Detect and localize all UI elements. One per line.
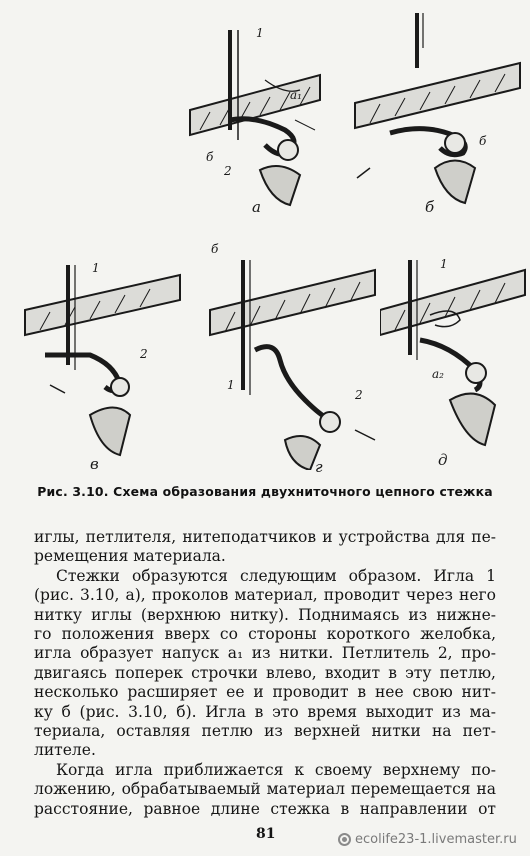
text-line: лителе. (34, 741, 96, 760)
text-line: ку б (рис. 3.10, б). Игла в это время выходит из ма- (34, 702, 496, 721)
page-number: 81 (256, 826, 276, 842)
callout-thread-b2: б (479, 134, 487, 148)
watermark-logo-icon (338, 833, 351, 846)
text-line: Когда игла приближается к своему верхнему по- (56, 760, 496, 779)
body-text (34, 528, 496, 819)
text-line: игла образует напуск а₁ из нитки. Петлитель 2, про- (34, 644, 496, 663)
panel-a-label: а (252, 198, 261, 216)
callout-thread-b: б (206, 150, 214, 164)
watermark (338, 832, 517, 847)
panel-g-label: г (315, 458, 323, 476)
text-line: несколько расширяет ее и проводит в нее свою нит- (34, 683, 496, 702)
text-line: иглы, петлителя, нитеподатчиков и устройства для пе- (34, 528, 496, 546)
callout-g-thread-b: б (211, 242, 219, 256)
panel-b-diagram (345, 8, 525, 216)
callout-v-looper-2: 2 (140, 347, 148, 361)
text-line: (рис. 3.10, а), проколов материал, проводит через него (34, 586, 496, 605)
panel-d-label: д (438, 451, 448, 469)
text-line: ремещения материала. (34, 547, 226, 566)
panel-d-diagram (380, 255, 528, 470)
figure-caption: Рис. 3.10. Схема образования двухниточного цепного стежка (37, 484, 493, 499)
callout-v-needle-1: 1 (92, 261, 100, 275)
panel-g-diagram (205, 240, 380, 476)
text-line: ложению, обрабатываемый материал перемещается на (34, 780, 496, 799)
text-line: териала, оставляя петлю из верхней нитки на пет- (34, 722, 496, 741)
panel-v-label: в (90, 455, 99, 473)
text-line: го положения вверх со стороны короткого желобка, (34, 625, 496, 644)
callout-a2: а₂ (432, 367, 444, 381)
callout-needle-1: 1 (256, 26, 264, 40)
callout-d-needle-1: 1 (440, 257, 448, 271)
text-line: двигаясь поперек строчки влево, входит в эту петлю, (34, 663, 496, 682)
watermark-text: ecolife23-1.livemaster.ru (355, 832, 517, 847)
text-line: Стежки образуются следующим образом. Игла 1 (56, 566, 496, 585)
callout-looper-2: 2 (224, 164, 232, 178)
text-line: нитку иглы (верхнюю нитку). Поднимаясь из нижне- (34, 605, 496, 624)
panel-a-diagram (160, 20, 330, 216)
callout-a1: а₁ (290, 88, 302, 102)
panel-b-label: б (425, 198, 435, 216)
panel-v-diagram (20, 255, 185, 473)
callout-g-needle-1: 1 (227, 378, 235, 392)
callout-g-looper-2: 2 (355, 388, 363, 402)
text-line: расстояние, равное длине стежка в направлении от (34, 799, 496, 818)
